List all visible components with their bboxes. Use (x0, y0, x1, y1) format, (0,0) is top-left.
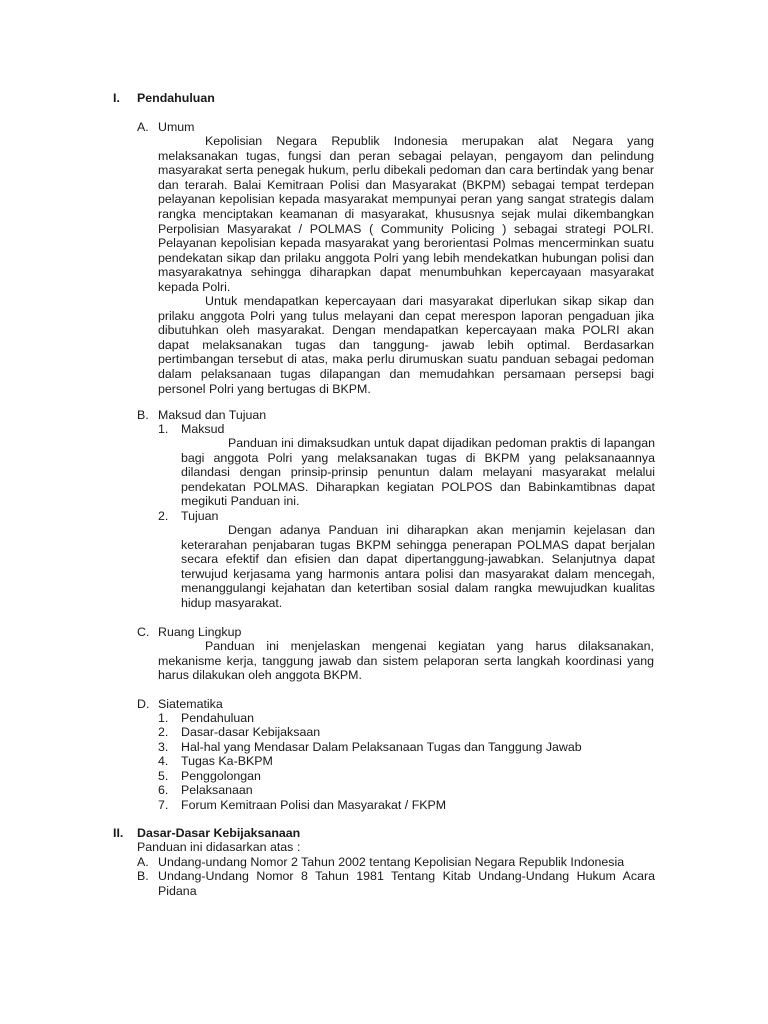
legal-basis-label: A. (137, 855, 149, 869)
outline-item (158, 725, 658, 739)
outline-item (158, 783, 658, 797)
section-2-number: II. (113, 826, 124, 840)
section-2-title: Dasar-Dasar Kebijaksanaan (137, 826, 301, 840)
outline-item-number: 3. (158, 740, 169, 754)
subsection-d-title: Siatematika (158, 697, 223, 711)
section-2-intro: Panduan ini didasarkan atas : (137, 840, 301, 854)
subsection-c-label: C. (137, 625, 150, 639)
subsection-b-label: B. (137, 408, 149, 422)
outline-item-number: 6. (158, 783, 169, 797)
subsection-b-item-2-text: Dengan adanya Panduan ini diharapkan akan menjamin kejelasan dan keterarahan penjabaran tugas BKPM sehingga penerapan POLMAS dapat berjalan secara efektif dan efisien dan dapat dipertanggung-jawabkan. Selanjutnya dapat terwujud kerjasama yang harmonis antara polisi dan masyarakat dalam mencegah, menanggulangi kejahatan dan ketertiban sosial dalam rangka mewujudkan kualitas hidup masyarakat. (181, 523, 655, 610)
subsection-a-paragraph-2: Untuk mendapatkan kepercayaan dari masyarakat diperlukan sikap sikap dan prilaku anggota Polri yang tulus melayani dan cepat merespon laporan pengaduan jika dibutuhkan oleh masyarakat. Dengan mendapatkan kepercayaan maka POLRI akan dapat melaksanakan tugas dan tanggung- jawab lebih optimal. Berdasarkan pertimbangan tersebut di atas, maka perlu dirumuskan suatu panduan sebagai pedoman dalam pelaksanaan tugas dilapangan dan memudahkan persamaan persepsi bagi personel Polri yang bertugas di BKPM. (158, 294, 654, 396)
subsection-a-label: A. (137, 120, 149, 134)
legal-basis-text: Undang-Undang Nomor 8 Tahun 1981 Tentang Kitab Undang-Undang Hukum Acara Pidana (158, 869, 655, 898)
subsection-a-title: Umum (158, 120, 195, 134)
outline-item-text: Pelaksanaan (181, 783, 253, 797)
outline-item-text: Forum Kemitraan Polisi dan Masyarakat / FKPM (181, 798, 447, 812)
outline-item-number: 2. (158, 725, 169, 739)
subsection-c-text: Panduan ini menjelaskan mengenai kegiatan yang harus dilaksanakan, mekanisme kerja, tanggung jawab dan sistem pelaporan serta langkah koordinasi yang harus dilakukan oleh anggota BKPM. (158, 639, 654, 683)
subsection-a-paragraph-1: Kepolisian Negara Republik Indonesia merupakan alat Negara yang melaksanakan tugas, fungsi dan peran sebagai pelayan, pengayom dan pelindung masyarakat serta penegak hukum, perlu dibekali pedoman dan cara bertindak yang benar dan terarah. Balai Kemitraan Polisi dan Masyarakat (BKPM) sebagai tempat terdepan pelayanan kepolisian kepada masyarakat mempunyai peran yang sangat strategis dalam rangka menciptakan keamanan di masyarakat, khususnya sejak mulai dikembangkan Perpolisian Masyarakat / POLMAS ( Community Policing ) sebagai strategi POLRI. Pelayanan kepolisian kepada masyarakat yang berorientasi Polmas mencerminkan suatu pendekatan sikap dan prilaku anggota Polri yang lebih mendekatkan hubungan polisi dan masyarakatnya sehingga diharapkan dapat menumbuhkan kepercayaan masyarakat kepada Polri. (158, 134, 654, 294)
subsection-b-item-2-title: Tujuan (181, 509, 219, 523)
outline-item-text: Penggolongan (181, 769, 261, 783)
outline-item (158, 740, 658, 754)
subsection-b-item-1-number: 1. (158, 422, 169, 436)
legal-basis-text: Undang-undang Nomor 2 Tahun 2002 tentang Kepolisian Negara Republik Indonesia (158, 855, 625, 869)
subsection-b-item-2-number: 2. (158, 509, 169, 523)
subsection-b-item-1-title: Maksud (181, 422, 225, 436)
outline-item (158, 798, 658, 812)
outline-item-text: Tugas Ka-BKPM (181, 754, 273, 768)
section-1-number: I. (113, 91, 120, 105)
outline-item-text: Dasar-dasar Kebijaksaan (181, 725, 321, 739)
outline-item-text: Hal-hal yang Mendasar Dalam Pelaksanaan Tugas dan Tanggung Jawab (181, 740, 582, 754)
outline-item (158, 754, 658, 768)
subsection-b-item-1-text: Panduan ini dimaksudkan untuk dapat dijadikan pedoman praktis di lapangan bagi anggota Polri yang melaksanakan tugas di BKPM yang pelaksanaannya dilandasi dengan prinsip-prinsip penuntun dalam melayani masyarakat melalui pendekatan POLMAS. Diharapkan kegiatan POLPOS dan Babinkamtibnas dapat megikuti Panduan ini. (181, 436, 655, 509)
outline-item-text: Pendahuluan (181, 711, 255, 725)
outline-item-number: 7. (158, 798, 169, 812)
outline-item-number: 4. (158, 754, 169, 768)
subsection-d-label: D. (137, 697, 150, 711)
outline-item (158, 769, 658, 783)
legal-basis-item (137, 869, 657, 899)
subsection-b-title: Maksud dan Tujuan (158, 408, 267, 422)
outline-item-number: 1. (158, 711, 169, 725)
outline-item (158, 711, 658, 725)
legal-basis-label: B. (137, 869, 149, 883)
outline-item-number: 5. (158, 769, 169, 783)
subsection-c-title: Ruang Lingkup (158, 625, 242, 639)
section-1-title: Pendahuluan (137, 91, 215, 105)
legal-basis-item (137, 855, 657, 869)
